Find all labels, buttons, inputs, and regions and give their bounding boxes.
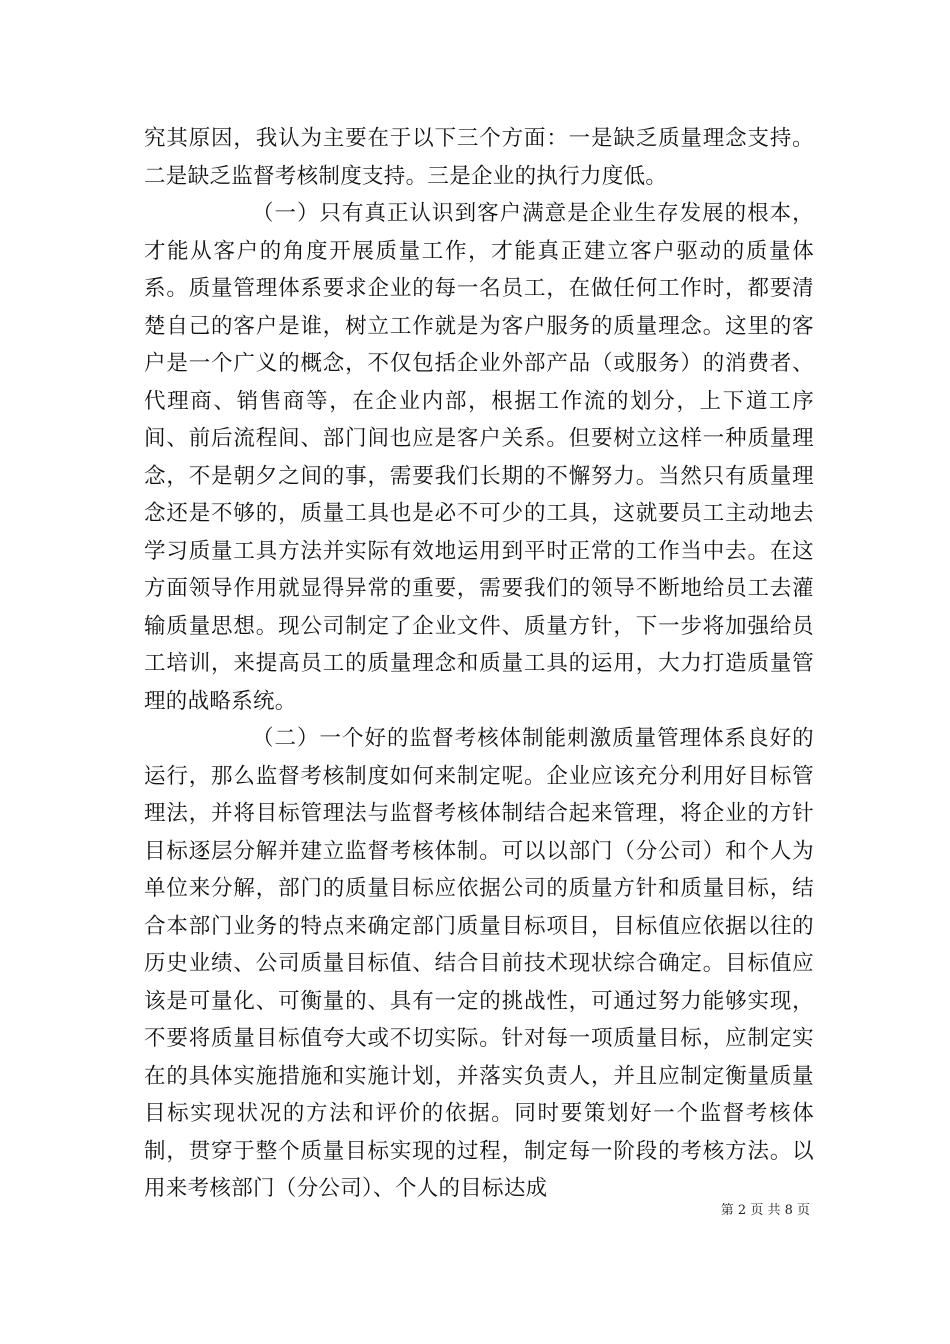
paragraph-section-two: （二）一个好的监督考核体制能刺激质量管理体系良好的运行，那么监督考核制度如何来制定呢。企业应该充分利用好目标管理法，并将目标管理法与监督考核体制结合起来管理，将企业的方针目标逐层分解并建立监督考核体制。可以以部门（分公司）和个人为单位来分解，部门的质量目标应依据公司的质量方针和质量目标，结合本部门业务的特点来确定部门质量目标项目，目标值应依据以往的历史业绩、公司质量目标值、结合目前技术现状综合确定。目标值应该是可量化、可衡量的、具有一定的挑战性，可通过努力能够实现，不要将质量目标值夸大或不切实际。针对每一项质量目标，应制定实在的具体实施措施和实施计划，并落实负责人，并且应制定衡量质量目标实现状况的方法和评价的依据。同时要策划好一个监督考核体制，贯穿于整个质量目标实现的过程，制定每一阶段的考核方法。以用来考核部门（分公司）、个人的目标达成 (144, 726, 814, 1201)
page-number-footer: 第 2 页 共 8 页 (720, 1203, 810, 1218)
document-body (144, 120, 814, 1208)
paragraph-causes: 究其原因，我认为主要在于以下三个方面：一是缺乏质量理念支持。二是缺乏监督考核制度支持。三是企业的执行力度低。 (144, 126, 814, 189)
paragraph-section-one: （一）只有真正认识到客户满意是企业生存发展的根本，才能从客户的角度开展质量工作，才能真正建立客户驱动的质量体系。质量管理体系要求企业的每一名员工，在做任何工作时，都要清楚自己的客户是谁，树立工作就是为客户服务的质量理念。这里的客户是一个广义的概念，不仅包括企业外部产品（或服务）的消费者、代理商、销售商等，在企业内部，根据工作流的划分，上下道工序间、前后流程间、部门间也应是客户关系。但要树立这样一种质量理念，不是朝夕之间的事，需要我们长期的不懈努力。当然只有质量理念还是不够的，质量工具也是必不可少的工具，这就要员工主动地去学习质量工具方法并实际有效地运用到平时正常的工作当中去。在这方面领导作用就显得异常的重要，需要我们的领导不断地给员工去灌输质量思想。现公司制定了企业文件、质量方针，下一步将加强给员工培训，来提高员工的质量理念和质量工具的运用，大力打造质量管理的战略系统。 (144, 201, 814, 714)
